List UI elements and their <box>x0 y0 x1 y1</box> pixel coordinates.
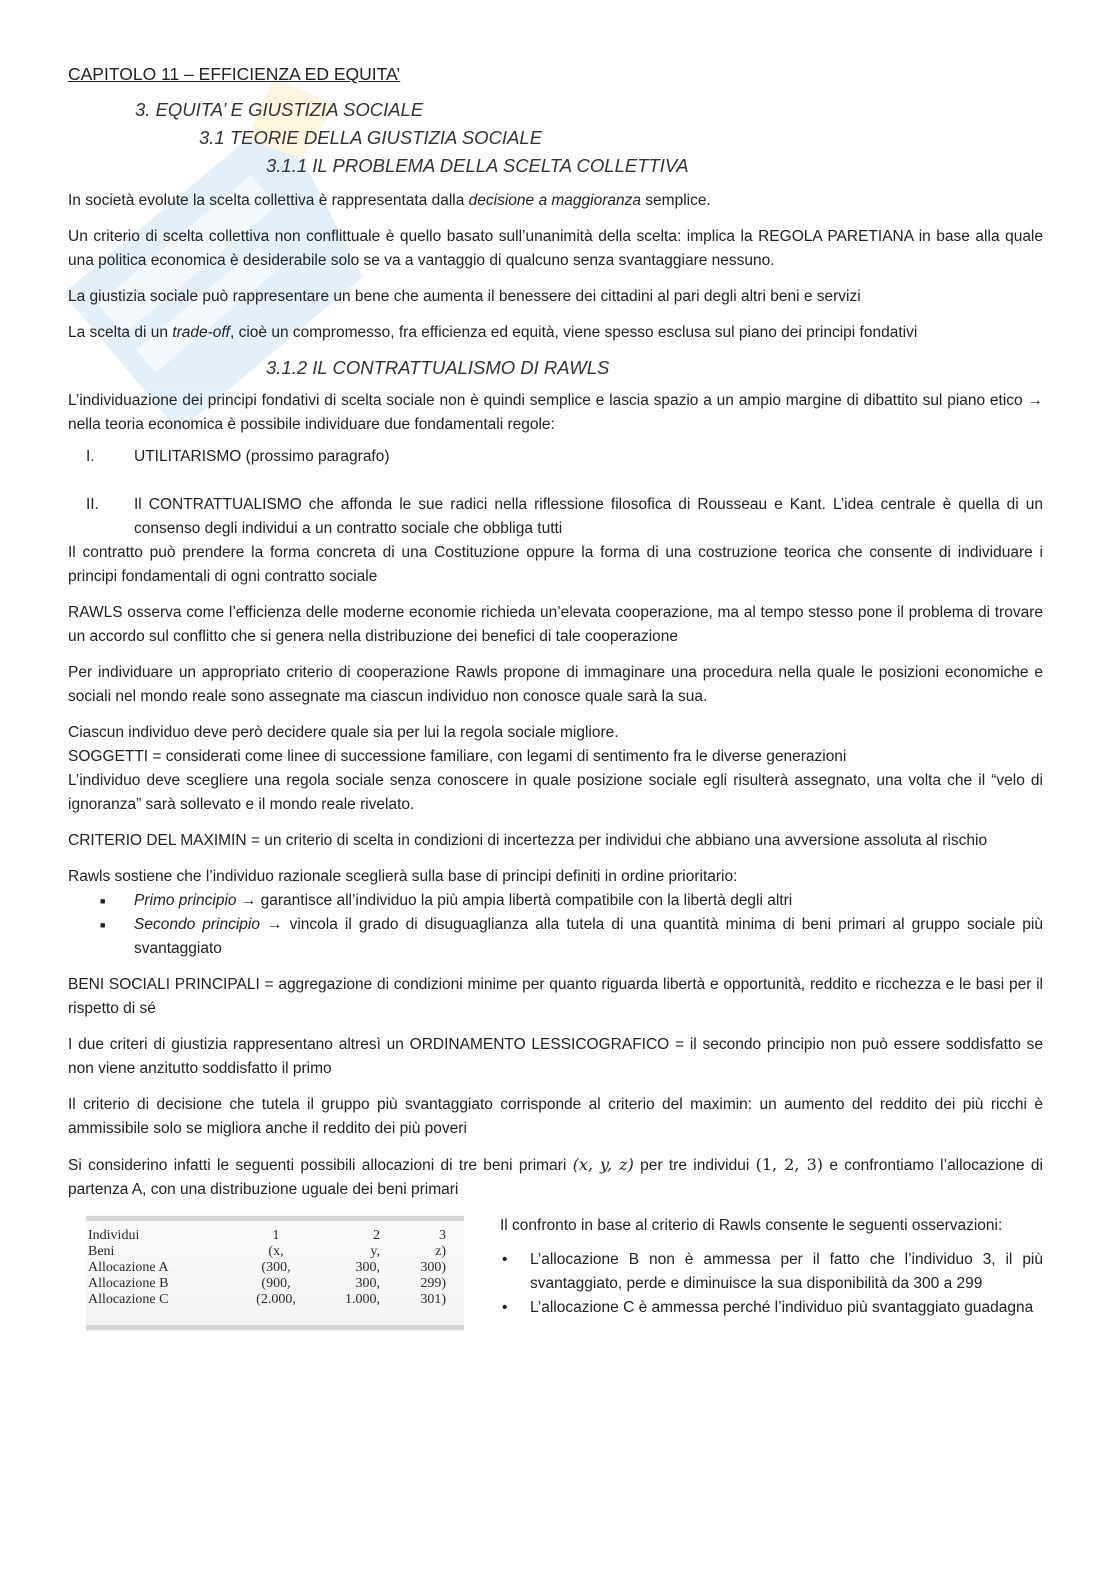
table-cell: Allocazione B <box>88 1276 169 1291</box>
table-cell: Allocazione A <box>88 1260 169 1275</box>
table-row <box>88 1292 446 1308</box>
allocation-table <box>88 1228 446 1308</box>
paragraph: Ciascun individuo deve però decidere quale sia per lui la regola sociale migliore. SOGGETTI = considerati come linee di successione familiare, con legami di sentimento fra le diverse generazioni L’individuo deve scegliere una regola sociale senza conoscere in quale posizione sociale egli risulterà assegnato, una volta che il “velo di ignoranza” sarà sollevato e il mondo reale rivelato. <box>68 724 1043 813</box>
subsubsection-heading: 3.1.2 IL CONTRATTUALISMO DI RAWLS <box>266 357 610 378</box>
table-cell: 3 <box>439 1228 446 1243</box>
list-item: ■ Secondo principio → vincola il grado di disuguaglianza alla tutela di una quantità minima di beni primari al gruppo sociale più svantaggiato <box>68 913 1043 961</box>
table-cell: 1.000, <box>345 1292 380 1307</box>
table-cell: z) <box>435 1244 446 1259</box>
table-cell: (2.000, <box>256 1292 296 1307</box>
bullet-dot-icon: • <box>502 1299 508 1316</box>
list-item: • L’allocazione C è ammessa perché l’individuo più svantaggiato guadagna <box>500 1296 1043 1320</box>
paragraph: In società evolute la scelta collettiva è rappresentata dalla decisione a maggioranza semplice. <box>68 192 711 209</box>
table-cell: 1 <box>272 1228 280 1243</box>
paragraph: I due criteri di giustizia rappresentano altresì un ORDINAMENTO LESSICOGRAFICO = il secondo principio non può essere soddisfatto se non viene anzitutto soddisfatto il primo <box>68 1036 1043 1077</box>
table-cell: Allocazione C <box>88 1292 169 1307</box>
section-heading: 3. EQUITA’ E GIUSTIZIA SOCIALE <box>135 99 424 120</box>
square-bullet-icon: ■ <box>100 896 106 906</box>
table-cell: 299) <box>420 1276 446 1291</box>
table-cell: 300) <box>420 1260 446 1275</box>
observations-column <box>500 1214 1043 1332</box>
table-cell: 2 <box>373 1228 380 1243</box>
principles-list <box>68 889 1043 961</box>
table-cell: 301) <box>420 1292 446 1307</box>
subsection-heading: 3.1 TEORIE DELLA GIUSTIZIA SOCIALE <box>199 127 543 148</box>
list-item: • L’allocazione B non è ammessa per il fatto che l’individuo 3, il più svantaggiato, perde e diminuisce la sua disponibilità da 300 a 299 <box>500 1248 1043 1296</box>
table-cell: y, <box>370 1244 380 1259</box>
paragraph: L’individuazione dei principi fondativi di scelta sociale non è quindi semplice e lascia spazio a un ampio margine di dibattito sul piano etico → nella teoria economica è possibile individuare due fondamentali regole: <box>68 392 1043 433</box>
paragraph: Il criterio di decisione che tutela il gruppo più svantaggiato corrisponde al criterio del maximin: un aumento del reddito dei più ricchi è ammissibile solo se migliora anche il reddito dei più poveri <box>68 1096 1043 1137</box>
paragraph: Il confronto in base al criterio di Rawls consente le seguenti osservazioni: <box>500 1217 1003 1234</box>
table-cell: 300, <box>355 1276 380 1291</box>
table-row <box>88 1260 446 1276</box>
document-body <box>68 64 1043 1332</box>
paragraph: Il contratto può prendere la forma concreta di una Costituzione oppure la forma di una costruzione teorica che consente di individuare i principi fondamentali di ogni contratto sociale <box>68 544 1043 585</box>
table-cell: (x, <box>268 1244 284 1259</box>
table-row <box>88 1276 446 1292</box>
table-cell: Individui <box>88 1228 140 1243</box>
table-cell: (900, <box>261 1276 291 1291</box>
paragraph: Rawls sostiene che l’individuo razionale sceglierà sulla base di principi definiti in ordine prioritario: <box>68 868 738 885</box>
subsubsection-heading: 3.1.1 IL PROBLEMA DELLA SCELTA COLLETTIVA <box>266 155 689 176</box>
table-cell: 300, <box>355 1260 380 1275</box>
chapter-title: CAPITOLO 11 – EFFICIENZA ED EQUITA’ <box>68 64 401 84</box>
table-cell: (300, <box>261 1260 291 1275</box>
allocation-table-image <box>86 1214 464 1332</box>
paragraph: Si considerino infatti le seguenti possibili allocazioni di tre beni primari (x, y, z) per tre individui (1, 2, 3) e confrontiamo l’allocazione di partenza A, con una distribuzione uguale dei beni primari <box>68 1155 1043 1198</box>
square-bullet-icon: ■ <box>100 920 106 930</box>
list-item: ■ Primo principio → garantisce all’individuo la più ampia libertà compatibile con la libertà degli altri <box>68 889 1043 913</box>
table-row <box>88 1244 446 1260</box>
paragraph: La giustizia sociale può rappresentare un bene che aumenta il benessere dei cittadini al pari degli altri beni e servizi <box>68 288 861 305</box>
paragraph: CRITERIO DEL MAXIMIN = un criterio di scelta in condizioni di incertezza per individui che abbiano una avversione assoluta al rischio <box>68 832 988 849</box>
paragraph: RAWLS osserva come l’efficienza delle moderne economie richieda un’elevata cooperazione, ma al tempo stesso pone il problema di trovare un accordo sul conflitto che si genera nella distribuzione dei benefici di tale cooperazione <box>68 604 1043 645</box>
paragraph: Per individuare un appropriato criterio di cooperazione Rawls propone di immaginare una procedura nella quale le posizioni economiche e sociali nel mondo reale sono assegnate ma ciascun individuo non conosce quale sarà la sua. <box>68 664 1043 705</box>
list-item: II. Il CONTRATTUALISMO che affonda le sue radici nella riflessione filosofica di Rousseau e Kant. L’idea centrale è quella di un consenso degli individui a un contratto sociale che obbliga tutti <box>86 496 1043 537</box>
paragraph: Un criterio di scelta collettiva non conflittuale è quello basato sull’unanimità della scelta: implica la REGOLA PARETIANA in base alla quale una politica economica è desiderabile solo se va a vantaggio di qualcuno senza svantaggiare nessuno. <box>68 228 1043 269</box>
paragraph: La scelta di un trade-off, cioè un compromesso, fra efficienza ed equità, viene spesso esclusa sul piano dei principi fondativi <box>68 324 918 341</box>
list-item: I. UTILITARISMO (prossimo paragrafo) <box>86 448 390 465</box>
roman-list <box>68 445 1043 541</box>
bullet-dot-icon: • <box>502 1251 508 1268</box>
table-cell: Beni <box>88 1244 115 1259</box>
table-and-observations <box>68 1214 1043 1332</box>
paragraph: BENI SOCIALI PRINCIPALI = aggregazione di condizioni minime per quanto riguarda libertà e opportunità, reddito e ricchezza e le basi per il rispetto di sé <box>68 976 1043 1017</box>
table-row <box>88 1228 446 1244</box>
